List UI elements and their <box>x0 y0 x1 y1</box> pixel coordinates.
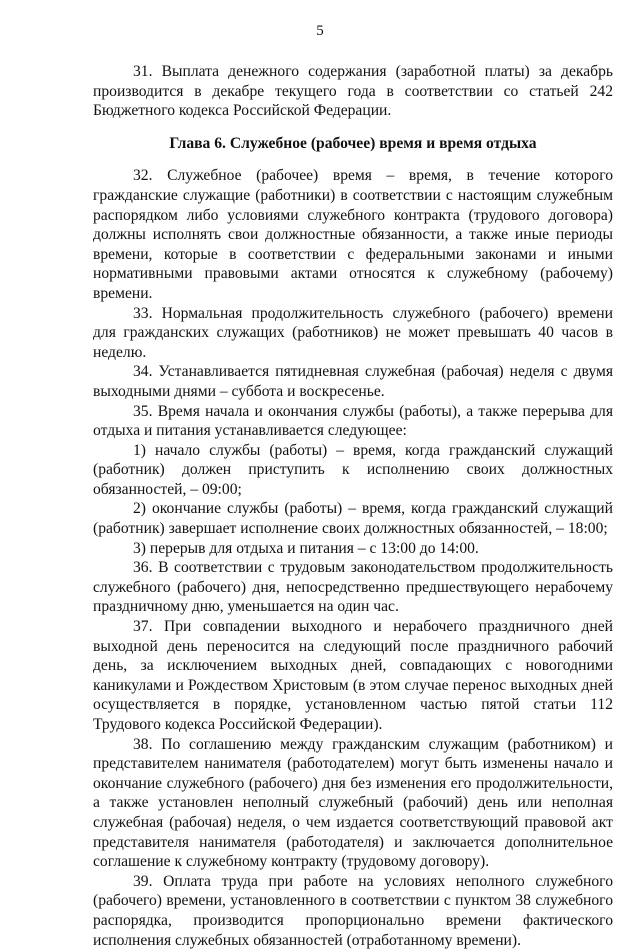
paragraph-39: 39. Оплата труда при работе на условиях неполного служебного (рабочего) времени, установленного в соответствии с пунктом 38 служебного распорядка, производится пропорционально времени фактического исполнения служебных обязанностей (отработанному времени). <box>93 872 613 949</box>
paragraph-35: 35. Время начала и окончания службы (работы), а также перерыва для отдыха и питания устанавливается следующее: <box>93 402 613 440</box>
page-number: 5 <box>316 23 324 39</box>
paragraph-37: 37. При совпадении выходного и нерабочего праздничного дней выходной день переносится на следующий после праздничного рабочий день, за исключением выходных дней, совпадающих с новогодними каникулами и Рождеством Христовым (в этом случае перенос выходных дней осуществляется в порядке, установленном частью пятой статьи 112 Трудового кодекса Российской Федерации). <box>93 618 613 733</box>
paragraph-38: 38. По соглашению между гражданским служащим (работником) и представителем нанимателя (работодателем) могут быть изменены начало и окончание служебного (рабочего) дня без изменения его продолжительности, а также установлен неполный служебный (рабочий) день или неполная служебная (рабочая) неделя, о чем издается соответствующий правовой акт представителя нанимателя (работодателя) и заключается дополнительное соглашение к служебному контракту (трудовому договору). <box>93 735 613 871</box>
paragraph-35-item-1: 1) начало службы (работы) – время, когда гражданский служащий (работник) должен приступить к исполнению своих должностных обязанностей, – 09:00; <box>93 441 613 498</box>
paragraph-32: 32. Служебное (рабочее) время – время, в течение которого гражданские служащие (работники) в соответствии с настоящим служебным распорядком либо условиями служебного контракта (трудового договора) должны исполнять свои должностные обязанности, а также иные периоды времени, которые в соответствии с федеральными законами и иными нормативными правовыми актами относятся к служебному (рабочему) времени. <box>93 167 613 302</box>
paragraph-36: 36. В соответствии с трудовым законодательством продолжительность служебного (рабочего) дня, непосредственно предшествующего нерабочему праздничному дню, уменьшается на один час. <box>93 559 613 616</box>
paragraph-31: 31. Выплата денежного содержания (заработной платы) за декабрь производится в декабре текущего года в соответствии со статьей 242 Бюджетного кодекса Российской Федерации. <box>93 63 613 120</box>
paragraph-35-item-2: 2) окончание службы (работы) – время, когда гражданский служащий (работник) завершает исполнение своих должностных обязанностей, – 18:00; <box>93 500 613 538</box>
document-body <box>93 62 613 950</box>
paragraph-33: 33. Нормальная продолжительность служебного (рабочего) времени для гражданских служащих (работников) не может превышать 40 часов в неделю. <box>93 304 613 361</box>
chapter-heading: Глава 6. Служебное (рабочее) время и время отдыха <box>169 134 537 152</box>
paragraph-35-item-3: 3) перерыв для отдыха и питания – с 13:00 до 14:00. <box>133 539 479 557</box>
paragraph-34: 34. Устанавливается пятидневная служебная (рабочая) неделя с двумя выходными днями – суббота и воскресенье. <box>93 363 613 400</box>
